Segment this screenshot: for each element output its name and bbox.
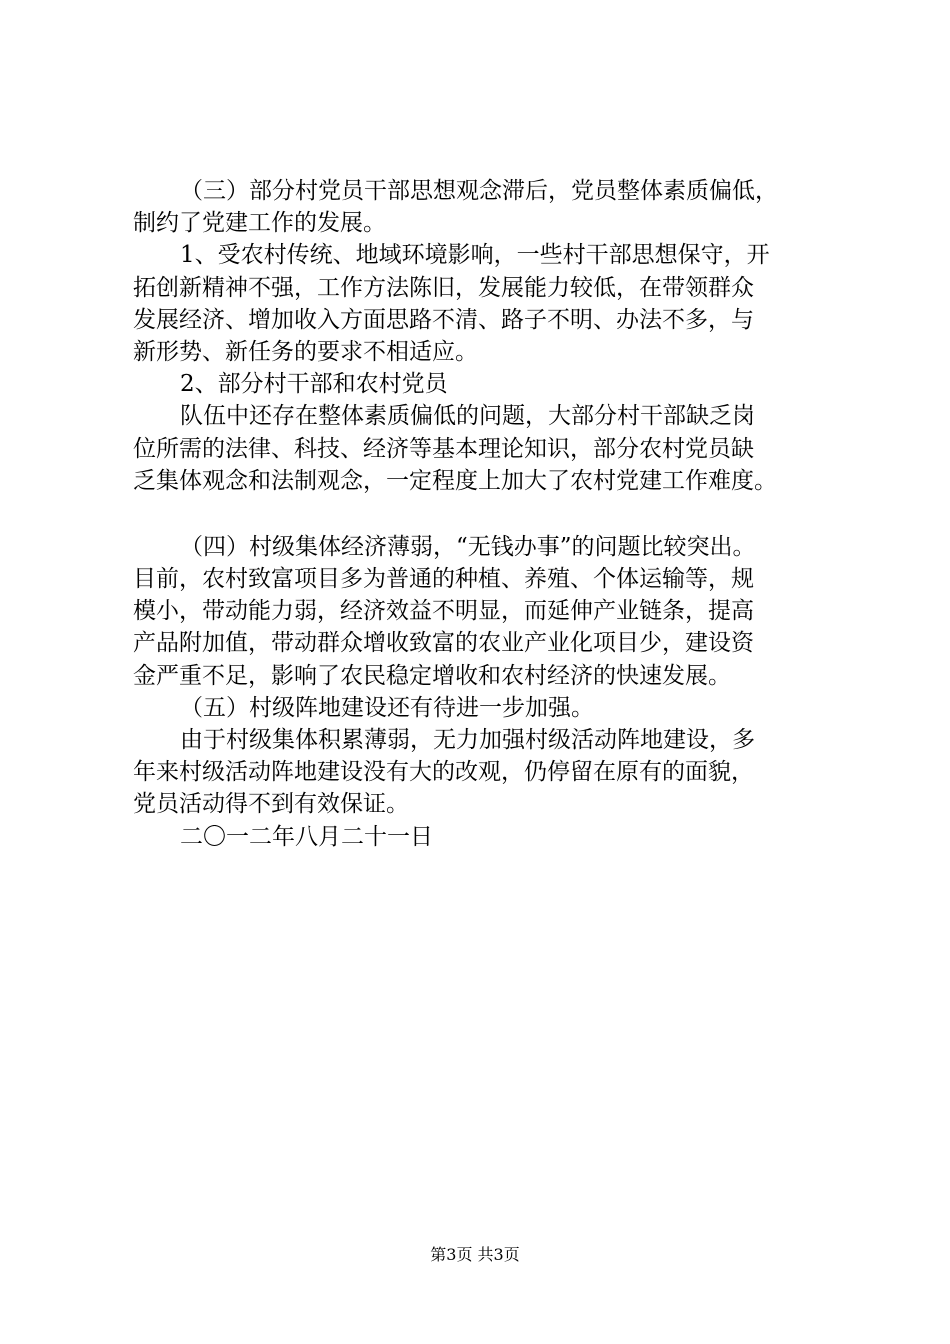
- document-date: 二〇一二年八月二十一日: [180, 823, 433, 850]
- document-body: [133, 175, 853, 853]
- body-line: 金严重不足，影响了农民稳定增收和农村经济的快速发展。: [133, 662, 731, 689]
- body-line: 拓创新精神不强，工作方法陈旧，发展能力较低，在带领群众: [133, 274, 754, 301]
- body-line: 年来村级活动阵地建设没有大的改观，仍停留在原有的面貌，: [133, 759, 754, 786]
- paragraph-item-1: 1、受农村传统、地域环境影响，一些村干部思想保守，开: [180, 242, 770, 269]
- body-line: 制约了党建工作的发展。: [133, 210, 386, 237]
- blank-line: [133, 497, 853, 531]
- section-heading-four: （四）村级集体经济薄弱，“无钱办事”的问题比较突出。: [180, 533, 756, 560]
- body-line: 新形势、新任务的要求不相适应。: [133, 338, 478, 365]
- body-line: 队伍中还存在整体素质偏低的问题，大部分村干部缺乏岗: [180, 403, 755, 430]
- body-line: 产品附加值，带动群众增收致富的农业产业化项目少，建设资: [133, 630, 754, 657]
- body-line: 乏集体观念和法制观念，一定程度上加大了农村党建工作难度。: [133, 467, 777, 494]
- section-heading-five: （五）村级阵地建设还有待进一步加强。: [180, 694, 594, 721]
- paragraph-item-2: 2、部分村干部和农村党员: [180, 371, 448, 398]
- body-line: 目前，农村致富项目多为普通的种植、养殖、个体运输等，规: [133, 566, 754, 593]
- body-line: 由于村级集体积累薄弱，无力加强村级活动阵地建设，多: [180, 727, 755, 753]
- body-line: 党员活动得不到有效保证。: [133, 791, 409, 818]
- body-line: 位所需的法律、科技、经济等基本理论知识，部分农村党员缺: [133, 435, 754, 462]
- page-footer: [0, 1244, 950, 1266]
- section-heading-three: （三）部分村党员干部思想观念滞后，党员整体素质偏低，: [180, 178, 778, 204]
- body-line: 发展经济、增加收入方面思路不清、路子不明、办法不多，与: [133, 306, 754, 333]
- page-number-label: 第3页 共3页: [430, 1245, 520, 1264]
- body-line: 模小，带动能力弱，经济效益不明显，而延伸产业链条，提高: [133, 598, 754, 625]
